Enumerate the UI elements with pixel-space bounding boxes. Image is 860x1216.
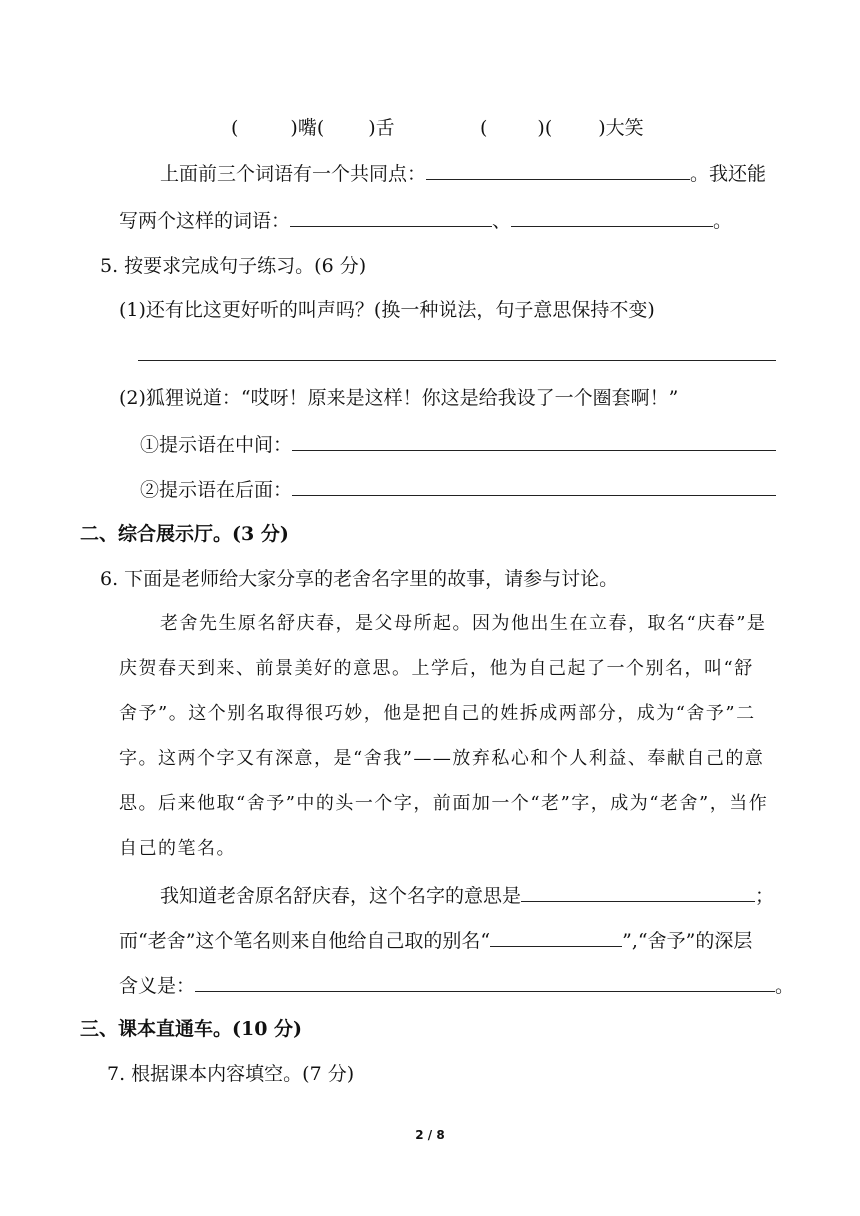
answer-line-1 (160, 884, 774, 908)
story-line-6: 自己的笔名。 (119, 838, 236, 859)
q4-common-line (160, 162, 766, 186)
q4-end-mark: 。 (713, 210, 733, 232)
answer3-blank[interactable] (195, 974, 775, 992)
q4-common-blank[interactable] (426, 162, 690, 180)
answer2-prefix: 而“老舍”这个笔名则来自他给自己取的别名“ (119, 930, 491, 952)
section-2-heading: 二、综合展示厅。(3 分) (80, 523, 289, 545)
q4-word-blank-2[interactable] (511, 209, 713, 227)
idiom-1-open: ( (231, 117, 239, 139)
story-line-1: 老舍先生原名舒庆春，是父母所起。因为他出生在立春，取名“庆春”是 (160, 613, 767, 634)
page-number: 2 / 8 (415, 1128, 445, 1142)
answer1-prefix: 我知道老舍原名舒庆春，这个名字的意思是 (160, 885, 522, 907)
idiom-2-mid: )( (537, 117, 553, 139)
q6-title: 6. 下面是老师给大家分享的老舍名字里的故事，请参与讨论。 (100, 568, 619, 590)
answer1-blank[interactable] (521, 884, 755, 902)
q4-word-blank-1[interactable] (290, 209, 492, 227)
idiom-1-end: )舌 (368, 117, 395, 139)
q4-common-suffix: 。我还能 (690, 163, 767, 185)
q4-write-line (119, 209, 732, 233)
story-line-5: 思。后来他取“舍予”中的头一个字，前面加一个“老”字，成为“老舍”，当作 (119, 793, 769, 814)
q5-title: 5. 按要求完成句子练习。(6 分) (100, 255, 367, 277)
q5-sub1: (1)还有比这更好听的叫声吗？(换一种说法，句子意思保持不变) (119, 299, 655, 321)
q5-opt2-blank[interactable] (292, 478, 776, 496)
answer1-suffix: ； (755, 885, 775, 907)
q4-separator: 、 (492, 210, 512, 232)
section-3-heading: 三、课本直通车。(10 分) (80, 1018, 303, 1040)
q5-opt2-line (140, 478, 776, 502)
q5-opt1-line (140, 433, 776, 457)
answer-line-3 (119, 974, 794, 998)
story-line-3: 舍予”。这个别名取得很巧妙，他是把自己的姓拆成两部分，成为“舍予”二 (119, 703, 756, 724)
answer3-prefix: 含义是： (119, 975, 196, 997)
answer-line-2 (119, 929, 752, 953)
story-line-2: 庆贺春天到来、前景美好的意思。上学后，他为自己起了一个别名，叫“舒 (119, 658, 754, 679)
story-line-4: 字。这两个字又有深意，是“舍我”——放弃私心和个人利益、奉献自己的意 (119, 748, 765, 769)
idiom-row (231, 116, 395, 140)
answer2-mid: ”,“舍予”的深层 (622, 930, 753, 952)
q5-opt2-label: ②提示语在后面： (140, 479, 293, 501)
q5-opt1-blank[interactable] (292, 433, 776, 451)
idiom-row-2 (480, 116, 644, 140)
idiom-2-end: )大笑 (598, 117, 644, 139)
q5-opt1-label: ①提示语在中间： (140, 434, 293, 456)
q5-sub1-answer-line[interactable] (138, 360, 776, 361)
q7-title: 7. 根据课本内容填空。(7 分) (107, 1063, 355, 1085)
q5-sub2: (2)狐狸说道：“哎呀！原来是这样！你这是给我设了一个圈套啊！” (119, 387, 679, 409)
q4-write-prefix: 写两个这样的词语： (119, 210, 291, 232)
answer2-blank[interactable] (490, 929, 622, 947)
idiom-2-open: ( (480, 117, 488, 139)
q4-common-prefix: 上面前三个词语有一个共同点： (160, 163, 427, 185)
idiom-1-mid: )嘴( (290, 117, 325, 139)
answer3-suffix: 。 (775, 975, 795, 997)
